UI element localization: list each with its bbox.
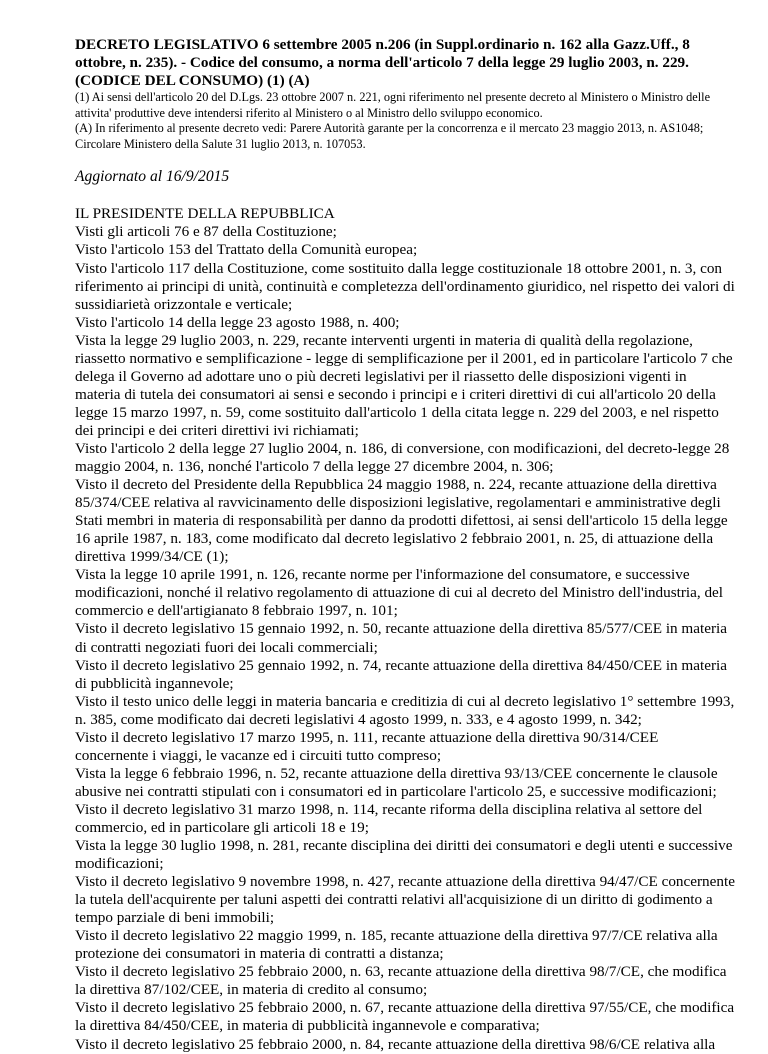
preamble-line: Visto il decreto legislativo 17 marzo 1995, n. 111, recante attuazione della direttiva 90/314/CEE concernente i viaggi, le vacanze ed i circuiti tutto compreso; bbox=[75, 728, 659, 764]
preamble-line: Visto il decreto legislativo 25 febbraio 2000, n. 84, recante attuazione della direttiva 98/6/CE relativa alla bbox=[75, 1035, 716, 1053]
note-1: (1) Ai sensi dell'articolo 20 del D.Lgs. 23 ottobre 2007 n. 221, ogni riferimento nel presente decreto al Ministero o Ministro delle attivita' produttive deve intendersi riferito al Ministero o al Ministro dello sviluppo economico. bbox=[75, 90, 711, 120]
preamble-line: Visti gli articoli 76 e 87 della Costituzione; bbox=[75, 223, 337, 241]
document-title: DECRETO LEGISLATIVO 6 settembre 2005 n.206 (in Suppl.ordinario n. 162 alla Gazz.Uff., 8 ottobre, n. 235). - Codice del consumo, a norma dell'articolo 7 della legge 29 luglio 2003, n. 229. (CODICE DEL CONSUMO) (1) (A) bbox=[75, 36, 690, 89]
preamble-line: Visto l'articolo 2 della legge 27 luglio 2004, n. 186, di conversione, con modificazioni, del decreto-legge 28 maggio 2004, n. 136, nonché l'articolo 7 della legge 27 dicembre 2004, n. 306; bbox=[75, 439, 730, 476]
preamble-line: Visto il decreto legislativo 15 gennaio 1992, n. 50, recante attuazione della direttiva 85/577/CEE in materia di contratti negoziati fuori dei locali commerciali; bbox=[75, 620, 727, 656]
updated-date: Aggiornato al 16/9/2015 bbox=[75, 168, 230, 186]
preamble-line: Visto il decreto legislativo 25 febbraio 2000, n. 67, recante attuazione della direttiva 97/55/CE, che modifica la direttiva 84/450/CEE, in materia di pubblicità ingannevole e comparativa; bbox=[75, 999, 735, 1035]
preamble-line: Vista la legge 29 luglio 2003, n. 229, recante interventi urgenti in materia di qualità della regolazione, riassetto normativo e semplificazione - legge di semplificazione per il 2001, ed in particolare l'articolo 7 che delega il Governo ad adottare uno o più decreti legislativi per il riassetto delle disposizioni vigenti in materia di tutela dei consumatori ai sensi e secondo i principi e i criteri direttivi di cui all'articolo 20 della legge 15 marzo 1997, n. 59, come sostituito dall'articolo 1 della citata legge n. 229 del 2003, e nel rispetto dei principi e dei criteri direttivi ivi richiamati; bbox=[75, 331, 733, 439]
preamble-line: Visto il decreto legislativo 25 gennaio 1992, n. 74, recante attuazione della direttiva 84/450/CEE in materia di pubblicità ingannevole; bbox=[75, 656, 727, 692]
preamble-line: Visto l'articolo 153 del Trattato della Comunità europea; bbox=[75, 241, 418, 259]
preamble-heading: IL PRESIDENTE DELLA REPUBBLICA bbox=[75, 205, 335, 223]
preamble-line: Visto il decreto legislativo 31 marzo 1998, n. 114, recante riforma della disciplina relativa al settore del commercio, ed in particolare gli articoli 18 e 19; bbox=[75, 800, 703, 836]
preamble-line: Visto l'articolo 117 della Costituzione, come sostituito dalla legge costituzionale 18 ottobre 2001, n. 3, con riferimento ai principi di unità, continuità e completezza dell'ordinamento giuridico, nel rispetto dei valori di sussidiarietà orizzontale e verticale; bbox=[75, 259, 735, 313]
preamble-line: Visto l'articolo 14 della legge 23 agosto 1988, n. 400; bbox=[75, 313, 400, 331]
decree-preamble bbox=[75, 205, 735, 1053]
preamble-line: Visto il decreto legislativo 22 maggio 1999, n. 185, recante attuazione della direttiva 97/7/CE relativa alla protezione dei consumatori in materia di contratti a distanza; bbox=[75, 927, 718, 963]
preamble-line: Visto il decreto del Presidente della Repubblica 24 maggio 1988, n. 224, recante attuazione della direttiva 85/374/CEE relativa al ravvicinamento delle disposizioni legislative, regolamentari e amministrative degli Stati membri in materia di responsabilità per danno da prodotti difettosi, ai sensi dell'articolo 15 della legge 16 aprile 1987, n. 183, come modificato dal decreto legislativo 2 febbraio 2001, n. 25, di attuazione della direttiva 1999/34/CE (1); bbox=[75, 476, 728, 566]
document-page bbox=[75, 36, 735, 1054]
preamble-line: Vista la legge 10 aprile 1991, n. 126, recante norme per l'informazione del consumatore, e successive modificazioni, nonché il relativo regolamento di attuazione di cui al decreto del Ministro dell'industria, del commercio e dell'artigianato 8 febbraio 1997, n. 101; bbox=[75, 566, 724, 620]
preamble-line: Vista la legge 30 luglio 1998, n. 281, recante disciplina dei diritti dei consumatori e degli utenti e successive modificazioni; bbox=[75, 837, 733, 873]
preamble-line: Visto il decreto legislativo 25 febbraio 2000, n. 63, recante attuazione della direttiva 98/7/CE, che modifica la direttiva 87/102/CEE, in materia di credito al consumo; bbox=[75, 963, 727, 999]
preamble-line: Visto il decreto legislativo 9 novembre 1998, n. 427, recante attuazione della direttiva 94/47/CE concernente la tutela dell'acquirente per taluni aspetti dei contratti relativi all'acquisizione di un diritto di godimento a tempo parziale di beni immobili; bbox=[75, 873, 735, 927]
document-notes bbox=[75, 90, 735, 152]
note-a: (A) In riferimento al presente decreto vedi: Parere Autorità garante per la concorrenza e il mercato 23 maggio 2013, n. AS1048; Circolare Ministero della Salute 31 luglio 2013, n. 107053. bbox=[75, 121, 704, 151]
preamble-line: Vista la legge 6 febbraio 1996, n. 52, recante attuazione della direttiva 93/13/CEE concernente le clausole abusive nei contratti stipulati con i consumatori ed in particolare l'articolo 25, e successive modificazioni; bbox=[75, 764, 718, 800]
preamble-line: Visto il testo unico delle leggi in materia bancaria e creditizia di cui al decreto legislativo 1° settembre 1993, n. 385, come modificato dai decreti legislativi 4 agosto 1999, n. 333, e 4 agosto 1999, n. 342; bbox=[75, 692, 735, 728]
